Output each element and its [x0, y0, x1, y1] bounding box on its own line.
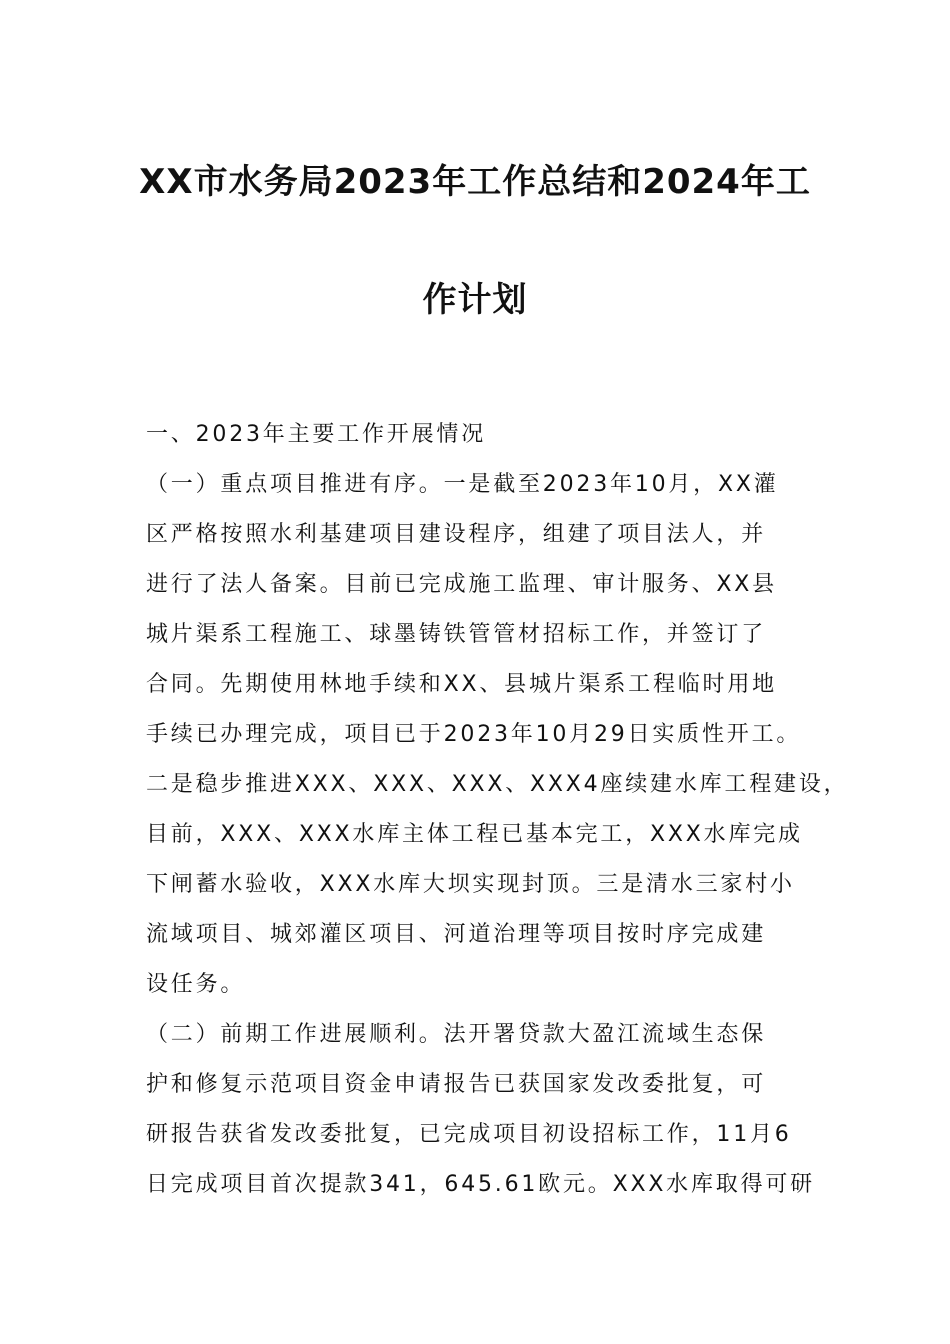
paragraph-line: 进行了法人备案。目前已完成施工监理、审计服务、XX县 [146, 572, 777, 597]
paragraph-line: 流域项目、城郊灌区项目、河道治理等项目按时序完成建 [146, 922, 767, 947]
paragraph-line: 目前，XXX、XXX水库主体工程已基本完工，XXX水库完成 [146, 822, 803, 847]
document-body [146, 410, 849, 1210]
section-heading: 一、2023年主要工作开展情况 [146, 422, 486, 447]
document-title-line-2: 作计划 [422, 280, 528, 320]
paragraph-line: 二是稳步推进XXX、XXX、XXX、XXX4座续建水库工程建设， [146, 772, 849, 797]
document-title-line-1: XX市水务局2023年工作总结和2024年工 [139, 162, 811, 202]
paragraph-line: 护和修复示范项目资金申请报告已获国家发改委批复，可 [146, 1072, 767, 1097]
paragraph-line: 合同。先期使用林地手续和XX、县城片渠系工程临时用地 [146, 672, 777, 697]
paragraph-line: 日完成项目首次提款341，645.61欧元。XXX水库取得可研 [146, 1172, 815, 1197]
paragraph-line: 设任务。 [146, 972, 246, 997]
paragraph-line: 城片渠系工程施工、球墨铸铁管管材招标工作，并签订了 [146, 622, 767, 647]
paragraph-line: 研报告获省发改委批复，已完成项目初设招标工作，11月6 [146, 1122, 792, 1147]
paragraph-line: （一）重点项目推进有序。一是截至2023年10月，XX灌 [146, 472, 779, 497]
paragraph-line: （二）前期工作进展顺利。法开署贷款大盈江流域生态保 [146, 1022, 767, 1047]
paragraph-line: 手续已办理完成，项目已于2023年10月29日实质性开工。 [146, 722, 802, 747]
paragraph-line: 下闸蓄水验收，XXX水库大坝实现封顶。三是清水三家村小 [146, 872, 795, 897]
paragraph-line: 区严格按照水利基建项目建设程序，组建了项目法人，并 [146, 522, 767, 547]
